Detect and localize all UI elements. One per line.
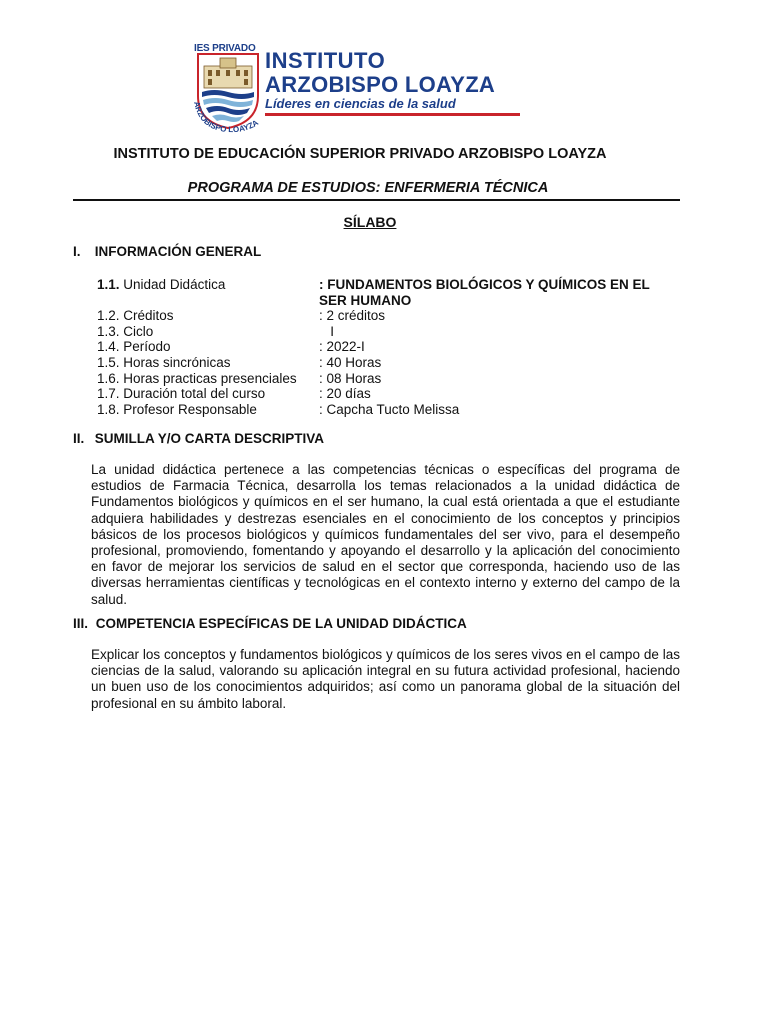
section-title: INFORMACIÓN GENERAL — [94, 244, 262, 259]
logo-tagline: Líderes en ciencias de la salud — [265, 96, 456, 111]
section-number: II. — [73, 431, 85, 446]
info-value: : FUNDAMENTOS BIOLÓGICOS Y QUÍMICOS EN EL SER HUMANO — [319, 277, 650, 308]
section-number: I. — [73, 244, 81, 259]
section-heading-summary — [73, 431, 324, 446]
info-value: : 20 días — [319, 386, 371, 402]
section-title: COMPETENCIA ESPECÍFICAS DE LA UNIDAD DIDÁCTICA — [95, 616, 467, 631]
section-heading-general-info — [73, 244, 261, 259]
header-divider — [73, 199, 680, 201]
info-row-number: 1.1. — [97, 277, 120, 292]
institution-title: INSTITUTO DE EDUCACIÓN SUPERIOR PRIVADO ARZOBISPO LOAYZA — [113, 146, 607, 162]
info-value: : 40 Horas — [319, 354, 382, 370]
info-label: 1.6. Horas practicas presenciales — [97, 370, 297, 386]
info-label: 1.5. Horas sincrónicas — [97, 354, 231, 370]
section-number: III. — [73, 616, 89, 631]
info-label: 1.2. Créditos — [97, 308, 174, 324]
program-title: PROGRAMA DE ESTUDIOS: ENFERMERIA TÉCNICA — [187, 180, 549, 196]
logo-badge-text: IES PRIVADO — [194, 43, 256, 54]
info-label: 1.4. Período — [97, 339, 171, 355]
logo-name-line1: INSTITUTO — [265, 48, 386, 73]
info-value: I — [319, 323, 335, 339]
section-heading-competence — [73, 616, 467, 631]
competence-paragraph: Explicar los conceptos y fundamentos biológicos y químicos de los seres vivos en el campo de las ciencias de la salud, valorando su aplicación integral en su futura actividad profesional, haciendo un buen uso de los conocimientos adquiridos; así como un panorama global de la situación del profesional en su ámbito laboral. — [91, 647, 680, 711]
info-value: : Capcha Tucto Melissa — [319, 401, 460, 417]
institute-logo — [190, 40, 530, 135]
info-label: Unidad Didáctica — [119, 277, 226, 292]
logo-name-line2: ARZOBISPO LOAYZA — [265, 72, 496, 97]
logo-underline — [265, 113, 520, 116]
info-label: 1.7. Duración total del curso — [97, 386, 266, 402]
info-value: : 2022-I — [319, 339, 365, 355]
section-title: SUMILLA Y/O CARTA DESCRIPTIVA — [94, 431, 325, 446]
info-label: 1.3. Ciclo — [97, 323, 154, 339]
info-value: : 2 créditos — [319, 308, 386, 324]
info-label: 1.8. Profesor Responsable — [97, 401, 257, 417]
summary-paragraph: La unidad didáctica pertenece a las competencias técnicas o específicas del programa de estudios de Farmacia Técnica, desarrolla los temas relacionados a la unidad didáctica de Fundamentos biológicos y químicos en el ser humano, la cual está orientada a que el estudiante adquiera habilidades y destrezas esenciales en el conocimiento de los conceptos y principios básicos de los procesos biológicos y químicos fundamentales del ser vivo, para el desempeño profesional, promoviendo, fomentando y apoyando el desarrollo y la aplicación del conocimiento en favor de mejorar los servicios de salud en el sector que corresponda, haciendo uso de las diversas herramientas científicas y tecnológicas en el contexto interno y externo del campo de la salud. — [91, 462, 680, 607]
info-value: : 08 Horas — [319, 370, 382, 386]
svg-text:ARZOBISPO LOAYZA: ARZOBISPO LOAYZA — [192, 100, 261, 135]
document-title: SÍLABO — [343, 214, 397, 230]
